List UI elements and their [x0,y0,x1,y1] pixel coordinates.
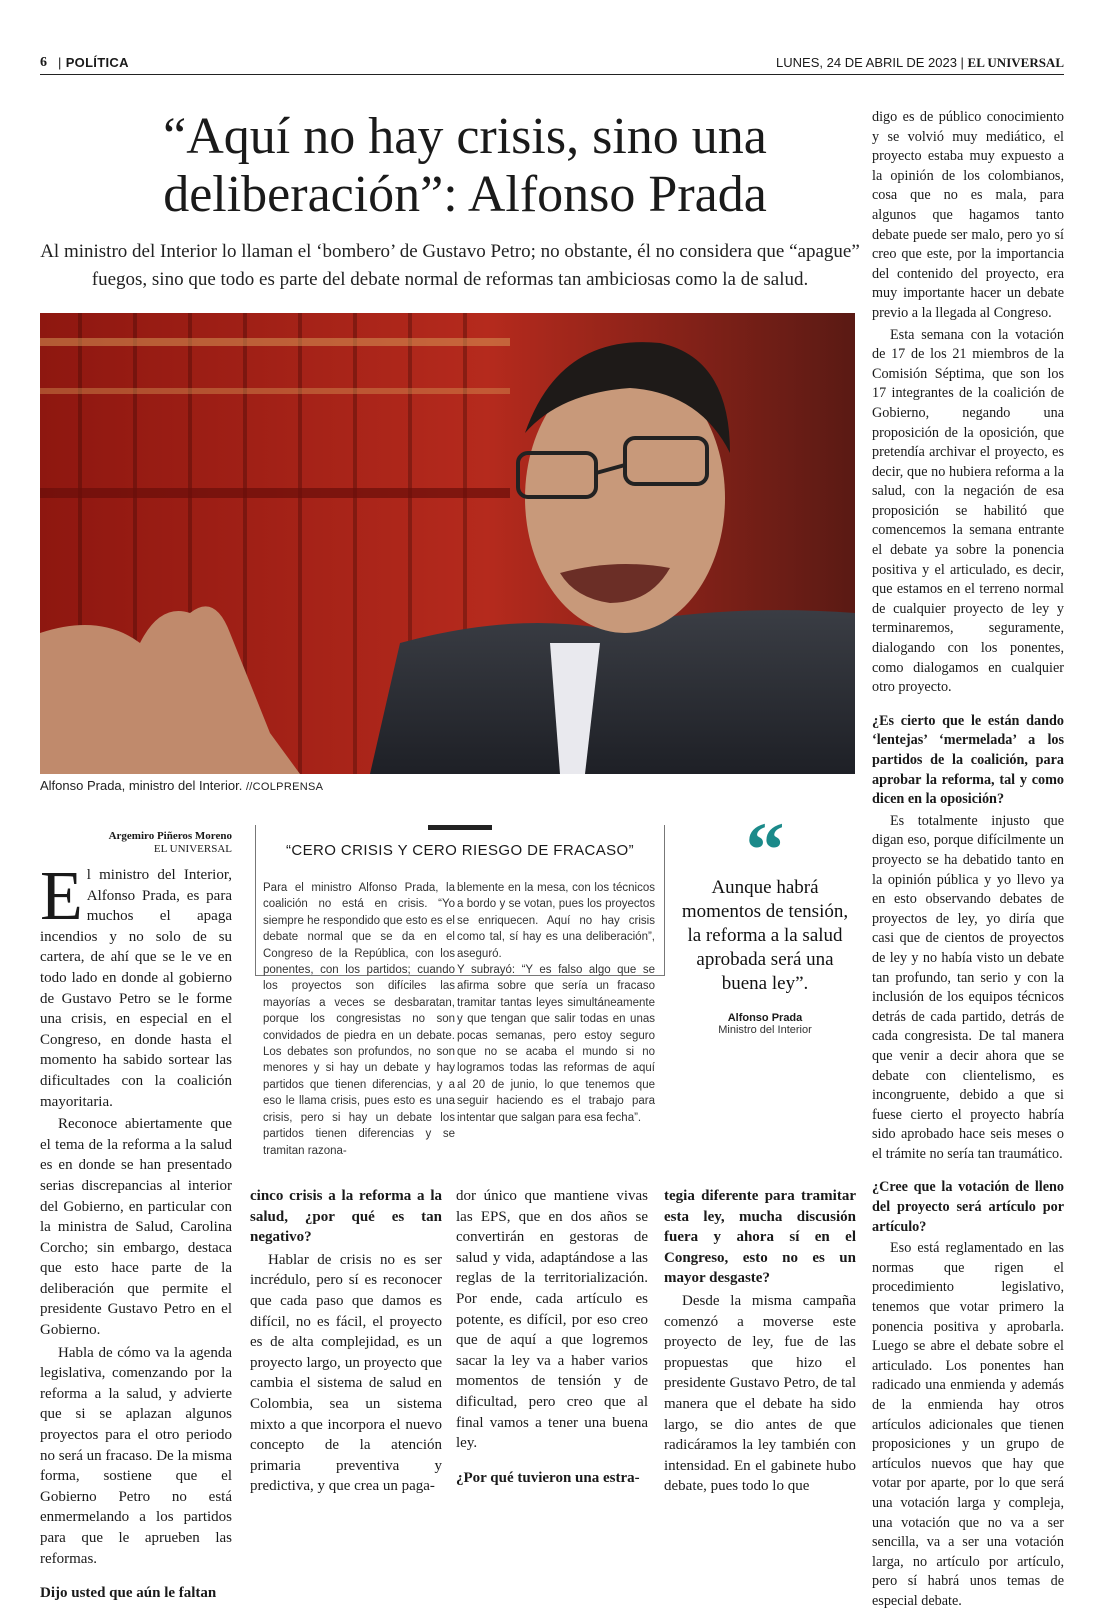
quote-mark-icon: “ [745,806,785,893]
sidebar-paragraph: blemente en la mesa, con los técnicos a bordo y se votan, pues los proyectos se enriquecen. Aquí no hay crisis como tal, sí hay es una deliberación”, aseguró. [457,882,655,960]
body-column-3 [456,1186,648,1488]
portrait-illustration [40,313,855,774]
paragraph-text: l ministro del Interior, Alfonso Prada, es para muchos el apaga incendios y no solo de su cartera, de ahí que se le ve en todo lado en donde al gobierno de Gustavo Petro se le forme una crisis, en especial en el Congreso, en donde hasta el momento ha sabido sortear las dificultades con la coalición mayoritaria. [40,867,232,1110]
body-paragraph: Es totalmente injusto que digan eso, porque difícilmente un proyecto se ha debatido tanto en la opinión pública y yo llevo ya en esto observando debates de proyectos de ley, yo diría que casi que de cientos de proyectos de ley y no había visto un debate tan profundo, tan serio y con la inclusión de los equipos técnicos detrás de cada partido, detrás de cada congresista. De tal manera que venir a decir ahora que se debate con clientelismo, es incongruente, debido a que si fuese cierto el proyecto habría sido aprobado hace seis meses o el trámite no sería tan traumático. [872,812,1064,1162]
interview-question: tegia diferente para tramitar esta ley, mucha discusión fuera y ahora sí en el Congreso, esto no es un mayor desgaste? [664,1188,856,1287]
newspaper-name: EL UNIVERSAL [967,55,1064,70]
body-paragraph: Reconoce abiertamente que el tema de la reforma a la salud es en donde se han presentado serias discrepancias al interior del Gobierno, en particular con la ministra de Salud, Carolina Corcho; sin embargo, destaca que esto hace parte de la deliberación que permite el presidente Gustavo Petro en el Gobierno. [40,1116,232,1339]
issue-date: LUNES, 24 DE ABRIL DE 2023 [776,55,957,70]
section-label: | POLÍTICA [58,55,129,70]
article-deck: Al ministro del Interior lo llaman el ‘bombero’ de Gustavo Petro; no obstante, él no considera que “apague” fuegos, sino que todo es parte del debate normal de reformas tan ambiciosas como la de salud. [40,241,860,290]
body-column-5 [872,108,1064,1612]
sidebar-paragraph: Para el ministro Alfonso Prada, la coalición no está en crisis. “Yo siempre he respondido que esto es el debate normal que se da en el Congreso de la República, con los ponentes, con los partidos; cuando los proyectos son difíciles las mayorías a veces se desbaratan, porque los congresistas no son convidados de piedra en un debate. Los debates son profundos, no son menores y si hay un debate y hay partidos que tienen diferencias, y a eso le llama crisis, pues esto es una crisis, pero si hay un debate los partidos tienen diferencias y se tramitan razona- [263,882,455,1157]
body-paragraph: Desde la misma campaña comenzó a moverse este proyecto de ley, fue de las propuestas que hizo el presidente Gustavo Petro, de tal manera que el debate ha sido largo, se dio antes de que radicáramos la ley también con intensidad. En el gabinete hubo debate, pues todo lo que [664,1292,856,1495]
body-paragraph: Hablar de crisis no es ser incrédulo, pero sí es reconocer que cada paso que damos es difícil, no es fácil, el proyecto es de alta complejidad, es un proyecto largo, un proyecto que cambia el sistema de salud en Colombia, sea un sistema mixto a que incorpora el nuevo concepto de la atención primaria preventiva y predictiva, y que crea un paga- [250,1251,442,1495]
interview-question: ¿Cree que la votación de lleno del proyecto será artículo por artículo? [872,1179,1064,1235]
dateline: LUNES, 24 DE ABRIL DE 2023 | EL UNIVERSAL [776,55,1064,70]
body-paragraph [40,858,232,1112]
article-photo [40,313,855,774]
body-column-1 [40,858,233,1604]
author-name: Argemiro Piñeros Moreno [108,830,232,842]
author-org: EL UNIVERSAL [153,843,232,855]
body-paragraph: digo es de público conocimiento y se volvió muy mediático, el proyecto estaba muy expuesto a la opinión de los colombianos, cosa que no es mala, para algunos que hagamos tanto debate puede ser malo, pero yo sí creo que este, por la importancia del contenido del proyecto, era muy importante hacer un debate previo a la llegada al Congreso. [872,109,1064,321]
pull-quote-text: Aunque habrá momentos de tensión, la reforma a la salud aprobada será una buena ley”. [681,877,849,994]
body-paragraph: Eso está reglamentado en las normas que rigen el procedimiento legislativo, tenemos que votar primero la ponencia positiva y aprobarla. Luego se abre el debate sobre el articulado. Los ponentes han radicado una enmienda y además de la enmienda hay otros artículos adicionales que tienen proposiciones y un grupo de artículos nuevos que hay que votar por aparte, por lo que será una votación larga y compleja, una votación que no va a ser sencilla, va a ser una votación larga, no artículo por artículo, pero sí habrá unos temas de especial debate. [872,1240,1064,1609]
interview-question: ¿Por qué tuvieron una estra- [456,1469,640,1486]
photo-credit: //COLPRENSA [245,781,324,793]
page-number: 6 [40,55,47,70]
caption-text: Alfonso Prada, ministro del Interior. [40,778,243,793]
body-column-4 [664,1186,856,1497]
body-paragraph: Esta semana con la votación de 17 de los 21 miembros de la Comisión Séptima, que son los 17 integrantes de la coalición de Gobierno, negando una proposición de la oposición, que pretendía archivar el proyecto, es decir, que no hubiera reforma a la salud, con la negación de esa proposición se habilitó que comencemos la semana entrante el debate ya sobre la ponencia positiva y el articulado, es decir, que estamos en el terreno normal de cualquier proyecto de ley y terminaremos, seguramente, dialogando con los ponentes, como dialogamos en cualquier otro proyecto. [872,326,1064,696]
pull-quote-name: Alfonso Prada [727,1012,803,1024]
sidebar-title: “CERO CRISIS Y CERO RIESGO DE FRACASO” [285,842,635,859]
pull-quote-role: Ministro del Interior [718,1024,812,1036]
interview-question: ¿Es cierto que le están dando ‘lentejas’ ‘mermelada’ a los partidos de la coalición, para aprobar la reforma, tal y como dicen en la oposición? [872,712,1064,808]
pull-quote [675,806,855,1036]
box-accent-bar [428,825,492,830]
interview-question: Dijo usted que aún le faltan [40,1585,217,1602]
sidebar-column-right [457,880,655,1126]
headline-line-2: deliberación”: Alfonso Prada [163,166,767,223]
interview-question: cinco crisis a la reforma a la salud, ¿por qué es tan negativo? [250,1188,442,1246]
page-header [40,52,1064,75]
photo-caption [40,778,323,793]
headline-line-1: “Aquí no hay crisis, sino una [163,108,767,165]
sidebar-paragraph: Y subrayó: “Y es falso algo que se afirma sobre que sería un fracaso tramitar tantas leyes simultáneamente y que tengan que salir todas en unas pocas semanas, pero estoy seguro que no se acaba el mundo si no logramos todas las reformas de aquí al 20 de junio, lo que tenemos que seguir haciendo es el trabajo para intentar que salgan para esa fecha”. [457,964,655,1124]
drop-cap: E [40,858,83,935]
body-paragraph: Habla de cómo va la agenda legislativa, comenzando por la reforma a la salud, y advierte que si se aplazan algunos proyectos para el otro periodo no será un fracaso. De la misma forma, sostiene que el Gobierno Petro no está enmermelando a los partidos para que le aprueben las reformas. [40,1344,233,1567]
body-paragraph: dor único que mantiene vivas las EPS, que en dos años se convertirán en gestoras de salud y vida, adaptándose a las reglas de la territorialización. Por ende, cada artículo es potente, es difícil, por eso creo que de aquí a que logremos sacar la ley va a haber varios momentos de tensión y de dificultad, pero creo que al final vamos a tener una buena ley. [456,1188,648,1452]
body-column-2 [250,1186,442,1497]
headline [70,108,860,224]
byline [40,830,232,856]
sidebar-column-left [263,880,455,1159]
